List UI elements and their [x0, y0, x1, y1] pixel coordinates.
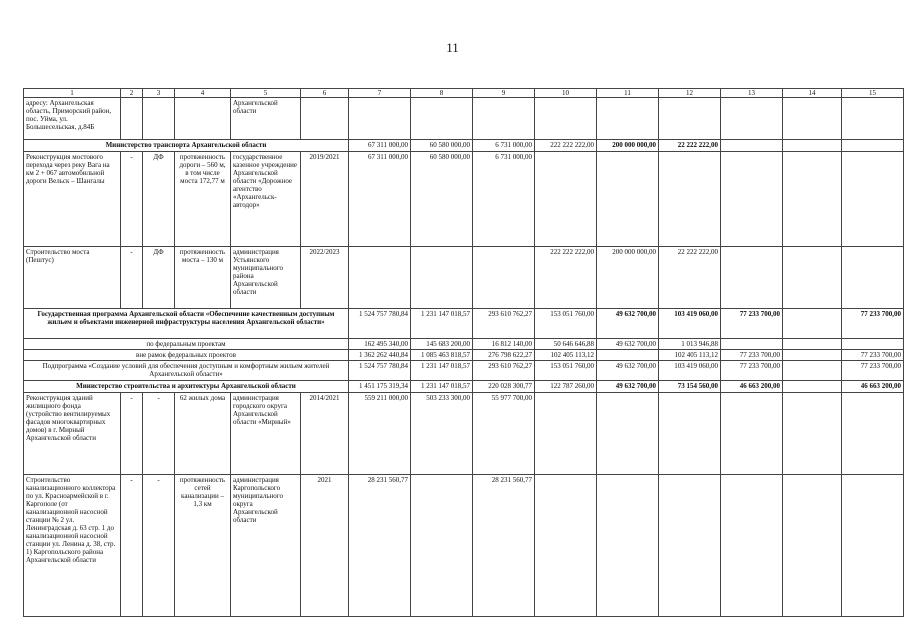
amount-cell: 67 311 000,00	[349, 152, 411, 247]
amount-cell: 49 632 700,00	[597, 309, 659, 339]
cell: ДФ	[143, 247, 175, 309]
amount-cell: 145 683 200,00	[411, 339, 473, 350]
amount-cell: 200 000 000,00	[597, 140, 659, 152]
period: 2021	[301, 475, 349, 617]
col-header-14: 14	[783, 89, 842, 98]
amount-cell: 22 222 222,00	[659, 247, 721, 309]
amount-cell: 6 731 000,00	[473, 140, 535, 152]
cell: -	[121, 475, 143, 617]
period: 2019/2021	[301, 152, 349, 247]
section-title: вне рамок федеральных проектов	[24, 350, 349, 361]
col-header-7: 7	[349, 89, 411, 98]
customer: государственное казенное учреждение Архангельской области «Дорожное агентство «Архангельск-автодор»	[231, 152, 301, 247]
amount-cell: 50 646 646,88	[535, 339, 597, 350]
amount-cell: 122 787 260,00	[535, 381, 597, 393]
object-name: Строительство моста (Пештус)	[24, 247, 121, 309]
amount-cell: 222 222 222,00	[535, 247, 597, 309]
col-header-11: 11	[597, 89, 659, 98]
customer: администрация городского округа Архангельской области «Мирный»	[231, 393, 301, 475]
amount-cell: 1 085 463 818,57	[411, 350, 473, 361]
section-title: Министерство транспорта Архангельской области	[24, 140, 349, 152]
amount-cell: 77 233 700,00	[721, 309, 783, 339]
col-header-12: 12	[659, 89, 721, 98]
amount-cell: 1 231 147 018,57	[411, 309, 473, 339]
amount-cell: 102 405 113,12	[535, 350, 597, 361]
amount-cell: 293 610 762,27	[473, 361, 535, 381]
amount-cell: 6 731 000,00	[473, 152, 535, 247]
amount-cell: 60 580 000,00	[411, 140, 473, 152]
capacity: 62 жилых дома	[175, 393, 231, 475]
customer: Архангельской области	[231, 98, 301, 140]
amount-cell: 28 231 560,77	[349, 475, 411, 617]
table-row	[24, 140, 904, 152]
amount-cell: 276 798 622,27	[473, 350, 535, 361]
amount-cell: 1 362 262 440,84	[349, 350, 411, 361]
amount-cell: 222 222 222,00	[535, 140, 597, 152]
col-header-5: 5	[231, 89, 301, 98]
amount-cell: 103 419 060,00	[659, 309, 721, 339]
period: 2022/2023	[301, 247, 349, 309]
amount-cell: 103 419 060,00	[659, 361, 721, 381]
col-header-6: 6	[301, 89, 349, 98]
amount-cell: 67 311 000,00	[349, 140, 411, 152]
section-title: Государственная программа Архангельской области «Обеспечение качественным доступным жильем и объектами инженерной инфраструктуры населения Архангельской области»	[24, 309, 349, 339]
customer: администрация Устьянского муниципального района Архангельской области	[231, 247, 301, 309]
table-row	[24, 98, 904, 140]
amount-cell: 28 231 560,77	[473, 475, 535, 617]
section-title: по федеральным проектам	[24, 339, 349, 350]
object-name: Реконструкция зданий жилищного фонда (устройство вентилируемых фасадов многоквартирных домов) в г. Мирный Архангельской области	[24, 393, 121, 475]
cell: -	[121, 393, 143, 475]
amount-cell: 49 632 700,00	[597, 339, 659, 350]
object-name: Реконструкция мостового перехода через реку Вага на км 2 + 067 автомобильной дороги Вельск – Шангалы	[24, 152, 121, 247]
col-header-9: 9	[473, 89, 535, 98]
table-row	[24, 247, 904, 309]
section-title: Министерство строительства и архитектуры Архангельской области	[24, 381, 349, 393]
amount-cell: 77 233 700,00	[721, 350, 783, 361]
capacity: протяженность сетей канализации – 1,3 км	[175, 475, 231, 617]
amount-cell: 55 977 700,00	[473, 393, 535, 475]
amount-cell: 559 211 000,00	[349, 393, 411, 475]
object-name: адресу: Архангельская область, Приморский район, пос. Уйма, ул. Большесельская, д.84Б	[24, 98, 121, 140]
amount-cell: 73 154 560,00	[659, 381, 721, 393]
amount-cell: 49 632 700,00	[597, 361, 659, 381]
amount-cell: 46 663 200,00	[721, 381, 783, 393]
col-header-3: 3	[143, 89, 175, 98]
amount-cell: 220 028 300,77	[473, 381, 535, 393]
amount-cell: 1 524 757 780,84	[349, 309, 411, 339]
table-row	[24, 381, 904, 393]
table-row	[24, 339, 904, 350]
cell: -	[143, 475, 175, 617]
amount-cell: 1 451 175 319,34	[349, 381, 411, 393]
table-row	[24, 152, 904, 247]
section-title: Подпрограмма «Создание условий для обеспечения доступным и комфортным жильем жителей Архангельской области»	[24, 361, 349, 381]
col-header-10: 10	[535, 89, 597, 98]
amount-cell: 102 405 113,12	[659, 350, 721, 361]
amount-cell: 49 632 700,00	[597, 381, 659, 393]
col-header-1: 1	[24, 89, 121, 98]
amount-cell: 1 231 147 018,57	[411, 361, 473, 381]
table-row	[24, 350, 904, 361]
customer: администрация Каргопольского муниципального округа Архангельской области	[231, 475, 301, 617]
cell: -	[121, 152, 143, 247]
period: 2014/2021	[301, 393, 349, 475]
amount-cell: 1 013 946,88	[659, 339, 721, 350]
amount-cell: 153 051 760,00	[535, 361, 597, 381]
table-row	[24, 393, 904, 475]
col-header-4: 4	[175, 89, 231, 98]
table-row	[24, 361, 904, 381]
amount-cell: 1 231 147 018,57	[411, 381, 473, 393]
amount-cell: 1 524 757 780,84	[349, 361, 411, 381]
amount-cell: 46 663 200,00	[842, 381, 904, 393]
amount-cell: 153 051 760,00	[535, 309, 597, 339]
capacity: протяженность дороги – 560 м, в том числе моста 172,77 м	[175, 152, 231, 247]
amount-cell: 162 495 340,00	[349, 339, 411, 350]
table-row	[24, 309, 904, 339]
col-header-13: 13	[721, 89, 783, 98]
amount-cell: 503 233 300,00	[411, 393, 473, 475]
capacity: протяженность моста – 130 м	[175, 247, 231, 309]
amount-cell: 77 233 700,00	[842, 350, 904, 361]
col-header-8: 8	[411, 89, 473, 98]
cell: -	[121, 247, 143, 309]
amount-cell: 16 812 140,00	[473, 339, 535, 350]
page-number: 11	[446, 40, 459, 55]
amount-cell: 200 000 000,00	[597, 247, 659, 309]
amount-cell: 77 233 700,00	[842, 309, 904, 339]
table-row	[24, 475, 904, 617]
object-name: Строительство канализационного коллектора по ул. Красноармейской в г. Каргополе (от канализационной насосной станции № 2 ул. Ленинградская д. 63 стр. 1 до канализационной насосной станции ул. Ленина д. 38, стр. 1) Каргопольского района Архангельской области	[24, 475, 121, 617]
budget-table	[23, 88, 904, 617]
col-header-2: 2	[121, 89, 143, 98]
column-number-row	[24, 89, 904, 98]
amount-cell: 77 233 700,00	[842, 361, 904, 381]
cell: ДФ	[143, 152, 175, 247]
amount-cell: 77 233 700,00	[721, 361, 783, 381]
cell: -	[143, 393, 175, 475]
amount-cell: 293 610 762,27	[473, 309, 535, 339]
col-header-15: 15	[842, 89, 904, 98]
amount-cell: 60 580 000,00	[411, 152, 473, 247]
amount-cell: 22 222 222,00	[659, 140, 721, 152]
